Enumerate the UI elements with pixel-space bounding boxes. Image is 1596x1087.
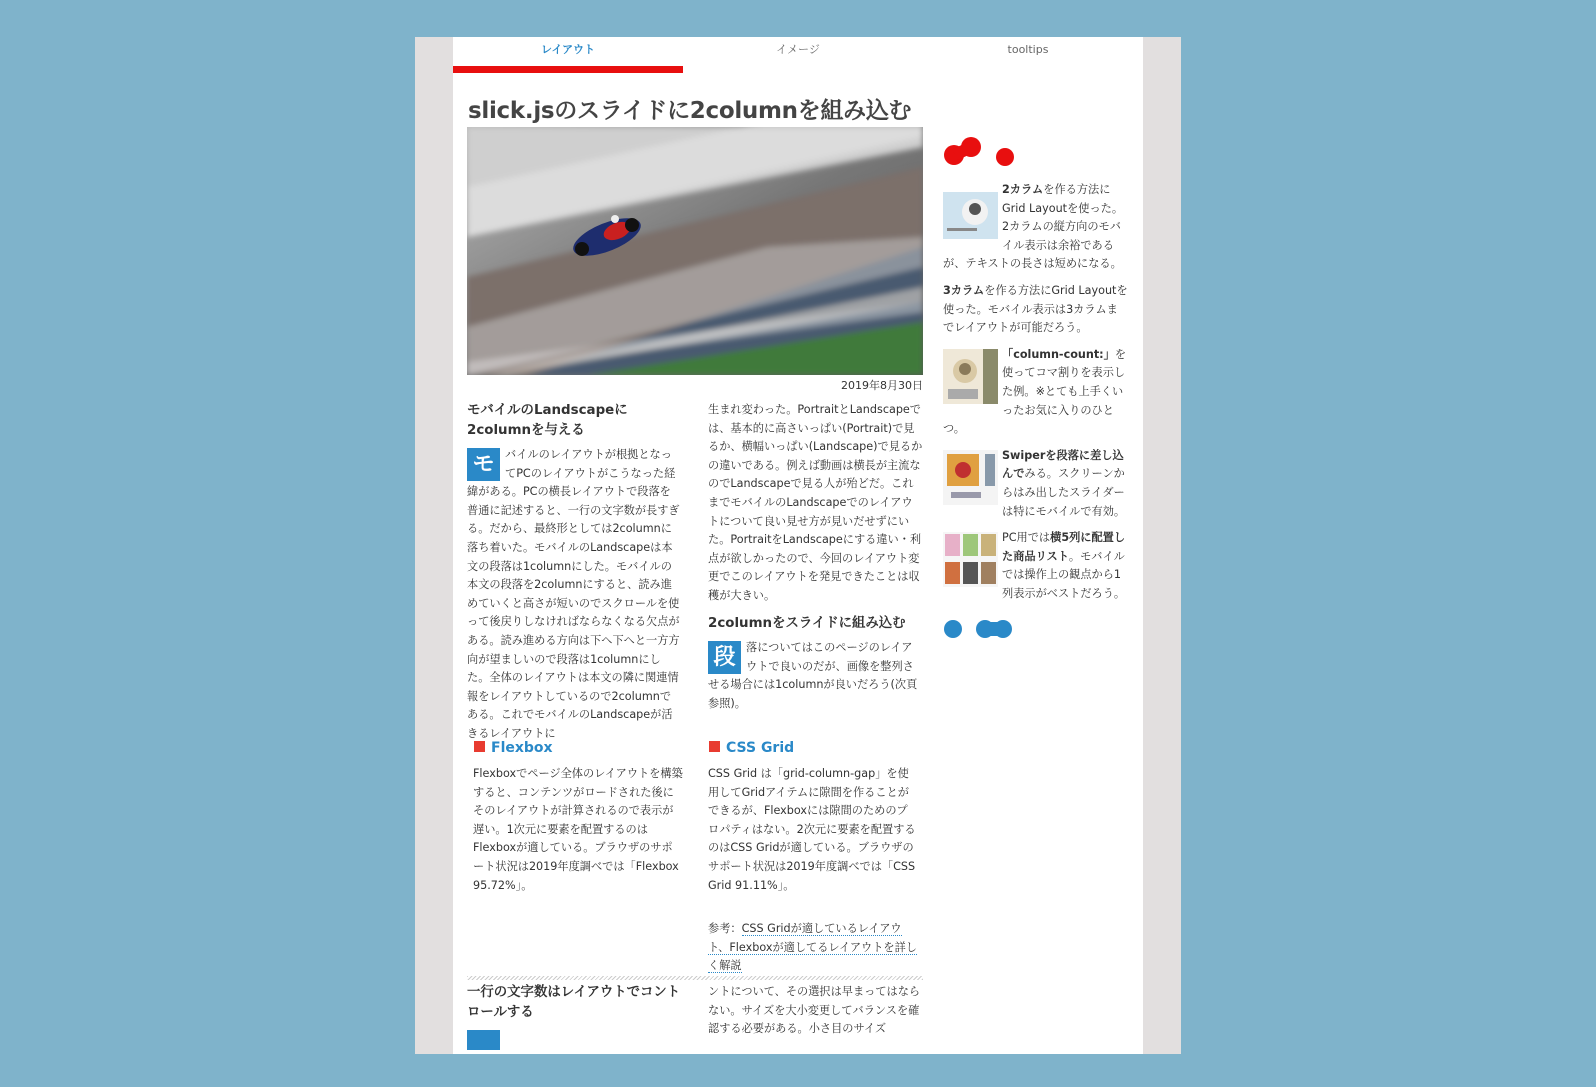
sidebar-item-bold: 「column-count:」 [1002,347,1115,361]
hero-image [467,127,923,375]
sidebar-item-column-count[interactable] [943,346,1128,439]
sidebar-item-prefix: PC用では [1002,531,1051,545]
tab-layout[interactable]: レイアウト [453,37,683,73]
column-bottom-left [467,983,682,1052]
sidebar-item-bold: 2カラム [1002,183,1044,196]
tab-tooltips[interactable]: tooltips [1007,43,1049,56]
sidebar-item-product-list[interactable] [943,529,1128,603]
flexbox-text: Flexboxでページ全体のレイアウトを構築すると、コンテンツがロードされた後にそのレイアウトが計算されるので表示が遅い。1次元に要素を配置するのはFlexboxが適している。ブラウザのサポート状況は2019年度調べでは「Flexbox 95.72%」。 [473,767,683,892]
section-heading-slide: 2columnをスライドに組み込む [708,615,906,631]
cssgrid-heading [709,740,794,756]
dropcap [467,1030,500,1050]
thumbnail [943,450,998,505]
tab-image[interactable]: イメージ [776,43,820,56]
sidebar-item-swiper[interactable] [943,447,1128,521]
sidebar-item-text: を使ってコマ割りを表示した例。※とても上手くいったお気に入りのひとつ。 [943,347,1127,436]
section-heading-landscape: モバイルのLandscapeに2columnを与える [467,403,628,438]
column-right [708,401,923,713]
paragraph-continued: 生まれ変わった。PortraitとLandscapeでは、基本的に高さいっぱい(Portrait)で見るか、横幅いっぱい(Landscape)で見るかの違いである。例えば動画は横長が主流なのでLandscapeで見る人が殆どだ。これまでモバイルのLandscapeでのレイアウトについて良い見せ方が見いだせずにいた。PortraitをLandscapeにする違い・利点が欲しかったので、今回のレイアウト変更でこのレイアウトを発見できたことは収穫が大きい。 [708,403,923,602]
reference-link[interactable]: CSS Gridが適しているレイアウト、Flexboxが適してるレイアウトを詳しく解説 [708,922,917,973]
flexbox-heading-label: Flexbox [491,740,553,756]
sidebar-item-text: 。モバイルでは操作上の観点から1列表示がベストだろう。 [1002,549,1126,600]
page-content [453,37,1143,1054]
page-frame [415,37,1181,1054]
tab-bar [453,37,1143,73]
cssgrid-heading-label: CSS Grid [726,740,795,756]
paragraph-text: バイルのレイアウトが根拠となってPCのレイアウトがこうなった経緯がある。PCの横長レイアウトで段落を普通に記述すると、一行の文字数が長すぎる。だから、最終形としては2columnに落ち着いた。モバイルのLandscapeは本文の段落は1columnにした。モバイルの本文の段落を2columnにすると、読み進めていくと高さが短いのでスクロールを使って後戻りしなければならなくなる欠点がある。読み進める方向は下へ下へと一方方向が望ましいので段落は1columnにした。全体のレイアウトは本文の隣に関連情報をレイアウトしているので2columnである。これでモバイルのLandscapeが活きるレイアウトに [467,448,680,740]
red-square-icon [709,741,720,752]
sidebar-item-bold: 横5列に配置した商品リスト [1002,531,1126,563]
sidebar-item-text: を作る方法にGrid Layoutを使った。モバイル表示は3カラムまでレイアウトが可能だろう。 [943,283,1128,335]
blue-dots-icon [943,617,1023,641]
paragraph-text: 落についてはこのページのレイアウトで良いのだが、画像を整列させる場合には1columnが良いだろう(次頁参照)。 [708,641,918,710]
thumbnail [943,532,998,587]
sidebar-item-bold: 3カラム [943,283,985,297]
paragraph-slide [708,639,923,713]
dropcap: モ [467,448,500,481]
sidebar-item-text: みる。スクリーンからはみ出したスライダーは特にモバイルで有効。 [1002,467,1126,518]
thumbnail [943,349,998,404]
reference [708,920,918,976]
paragraph-landscape [467,446,682,746]
dropcap: 段 [708,641,741,674]
reference-prefix: 参考： [708,922,742,935]
flexbox-heading [474,740,553,756]
column-left [467,401,682,746]
sidebar-item-2column[interactable] [943,181,1128,274]
section-heading-line-length: 一行の文字数はレイアウトでコントロールする [467,985,681,1020]
sidebar-item-3column[interactable] [943,282,1128,338]
page-title: slick.jsのスライドに2columnを組み込む [468,98,912,124]
red-dots-icon [943,135,1023,169]
column-bottom-right: ントについて、その選択は早まってはならない。サイズを大小変更してバランスを確認する必要がある。小さ目のサイズ [708,985,921,1036]
sidebar [943,135,1128,641]
thumbnail [943,184,998,239]
red-square-icon [474,741,485,752]
cssgrid-text: CSS Grid は「grid-column-gap」を使用してGridアイテムに隙間を作ることができるが、Flexboxには隙間のためのプロパティはない。2次元に要素を配置するのはCSS Gridが適している。ブラウザのサポート状況は2019年度調べでは「CSS Grid 91.11%」。 [708,767,916,892]
sidebar-item-bold: Swiperを段落に差し込んで [1002,448,1124,481]
dotted-divider [467,976,923,980]
sidebar-item-text: を作る方法にGrid Layoutを使った。2カラムの縦方向のモバイル表示は余裕であるが、テキストの長さは短めになる。 [943,183,1124,271]
post-date: 2019年8月30日 [841,379,923,392]
